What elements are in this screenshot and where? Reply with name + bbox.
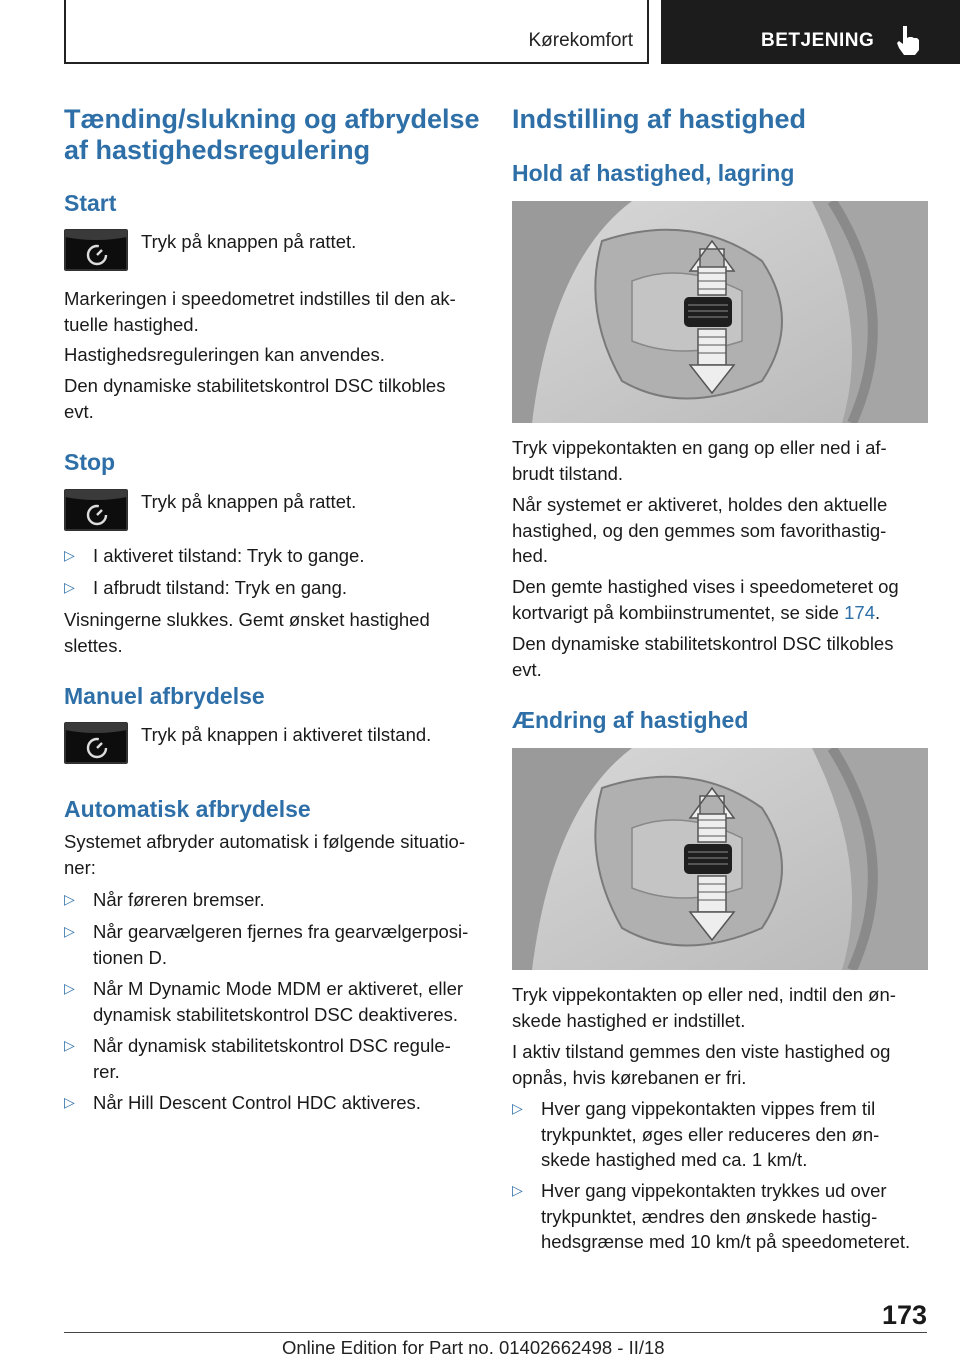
text-line: tionen D. — [93, 946, 168, 968]
cruise-button-image — [64, 229, 128, 271]
text-line: Den gemte hastighed vises i speedometeret og — [512, 576, 899, 597]
text-line: evt. — [64, 400, 94, 422]
hold-paragraph-4 — [512, 631, 893, 682]
start-icon-text: Tryk på knappen på rattet. — [141, 231, 357, 252]
header-chapter-box — [661, 0, 960, 64]
right-title: Indstilling af hastighed — [512, 104, 807, 134]
text-line: skede hastighed med ca. 1 km/t. — [541, 1149, 808, 1170]
text-line: Hver gang vippekontakten trykkes ud over — [541, 1180, 887, 1201]
bullet-triangle-icon: ▷ — [512, 1100, 523, 1116]
steering-wheel-illustration — [512, 201, 928, 423]
stop-paragraph — [64, 607, 430, 658]
steering-wheel-illustration — [512, 748, 928, 970]
list-item-text: Når føreren bremser. — [93, 889, 265, 910]
list-item-text — [93, 976, 463, 1027]
text-line: hed. — [512, 545, 549, 566]
list-item-text — [93, 1033, 451, 1084]
text-line: Hver gang vippekontakten vippes frem til — [541, 1098, 876, 1119]
list-item-text — [93, 919, 468, 970]
header-section-title: Kørekomfort — [528, 30, 633, 51]
footer-edition-text: Online Edition for Part no. 01402662498 - II/18 — [282, 1337, 665, 1358]
list-item-text: Når Hill Descent Control HDC aktiveres. — [93, 1092, 421, 1113]
text-line: trykpunktet, ændres den ønskede hastig- — [541, 1205, 878, 1227]
cruise-control-icon — [64, 229, 128, 271]
start-paragraph-2: Hastighedsreguleringen kan anvendes. — [64, 344, 385, 365]
list-item-text — [541, 1178, 910, 1255]
page-number: 173 — [881, 1300, 927, 1330]
text-line: Tryk vippekontakten op eller ned, indtil den øn- — [512, 984, 896, 1005]
pointing-hand-icon — [894, 24, 924, 56]
list-item-text — [541, 1096, 879, 1173]
left-title-line2: af hastighedsregulering — [64, 135, 371, 165]
header-section-box — [64, 0, 649, 64]
text-line: dynamisk stabilitetskontrol DSC deaktiveres. — [93, 1003, 459, 1025]
footer-divider — [64, 1332, 927, 1333]
text-line: I aktiv tilstand gemmes den viste hastighed og — [512, 1041, 891, 1062]
text-line: Markeringen i speedometret indstilles til den ak- — [64, 288, 456, 309]
bullet-triangle-icon: ▷ — [64, 1094, 75, 1110]
hold-paragraph-1 — [512, 435, 887, 486]
cruise-button-image — [64, 489, 128, 531]
stop-heading: Stop — [64, 449, 116, 475]
text-line: Når dynamisk stabilitetskontrol DSC regule- — [93, 1035, 451, 1056]
text-line: Visningerne slukkes. Gemt ønsket hastighed — [64, 609, 430, 630]
text-line: Den dynamiske stabilitetskontrol DSC tilkobles — [64, 375, 446, 396]
text-line: brudt tilstand. — [512, 462, 624, 484]
hold-paragraph-3 — [512, 574, 899, 625]
text-line — [512, 600, 899, 626]
text-line: evt. — [512, 658, 542, 680]
text-line: opnås, hvis kørebanen er fri. — [512, 1066, 747, 1088]
bullet-triangle-icon: ▷ — [64, 1037, 75, 1053]
steering-wheel-rocker-image — [512, 201, 928, 423]
stop-icon-text: Tryk på knappen på rattet. — [141, 491, 357, 512]
change-paragraph-1 — [512, 982, 896, 1033]
manual-heading: Manuel afbrydelse — [64, 683, 265, 709]
text-segment: kortvarigt på kombiinstrumentet, se side — [512, 601, 845, 623]
text-line: tuelle hastighed. — [64, 313, 199, 335]
bullet-triangle-icon: ▷ — [64, 579, 75, 595]
steering-wheel-rocker-image — [512, 748, 928, 970]
text-line: Den dynamiske stabilitetskontrol DSC tilkobles — [512, 633, 894, 654]
manual-icon-text: Tryk på knappen i aktiveret tilstand. — [141, 724, 432, 745]
start-paragraph-1 — [64, 286, 456, 337]
auto-heading: Automatisk afbrydelse — [64, 796, 311, 822]
text-line: trykpunktet, øges eller reduceres den øn- — [541, 1123, 880, 1145]
text-line: hedsgrænse med 10 km/t på speedometeret. — [541, 1231, 911, 1252]
text-line: hastighed, og den gemmes som favorithastig- — [512, 519, 887, 541]
start-heading: Start — [64, 190, 117, 216]
bullet-triangle-icon: ▷ — [64, 923, 75, 939]
bullet-triangle-icon: ▷ — [64, 891, 75, 907]
text-line: Tryk vippekontakten en gang op eller ned i af- — [512, 437, 887, 458]
auto-paragraph — [64, 829, 465, 880]
change-paragraph-2 — [512, 1039, 890, 1090]
hold-heading: Hold af hastighed, lagring — [512, 160, 795, 186]
text-line: skede hastighed er indstillet. — [512, 1009, 746, 1031]
bullet-triangle-icon: ▷ — [512, 1182, 523, 1198]
hold-paragraph-2 — [512, 492, 887, 569]
text-line: Når systemet er aktiveret, holdes den aktuelle — [512, 494, 888, 515]
cruise-control-icon — [64, 722, 128, 764]
text-line: slettes. — [64, 634, 123, 656]
list-item-text: I aktiveret tilstand: Tryk to gange. — [93, 545, 365, 566]
text-line: Når M Dynamic Mode MDM er aktiveret, eller — [93, 978, 464, 999]
header-chapter-title: BETJENING — [761, 30, 875, 51]
left-title-line1: Tænding/slukning og afbrydelse — [64, 104, 480, 134]
text-line: rer. — [93, 1060, 120, 1082]
bullet-triangle-icon: ▷ — [64, 980, 75, 996]
text-line: Når gearvælgeren fjernes fra gearvælgerposi- — [93, 921, 469, 942]
page-reference-link[interactable]: 174 — [844, 601, 875, 623]
bullet-triangle-icon: ▷ — [64, 547, 75, 563]
left-title — [64, 104, 480, 166]
cruise-button-image — [64, 722, 128, 764]
list-item-text: I afbrudt tilstand: Tryk en gang. — [93, 577, 348, 598]
change-heading: Ændring af hastighed — [512, 707, 749, 733]
text-segment: . — [875, 601, 881, 623]
text-line: ner: — [64, 856, 96, 878]
start-paragraph-3 — [64, 373, 445, 424]
cruise-control-icon — [64, 489, 128, 531]
text-line: Systemet afbryder automatisk i følgende situatio- — [64, 831, 466, 852]
